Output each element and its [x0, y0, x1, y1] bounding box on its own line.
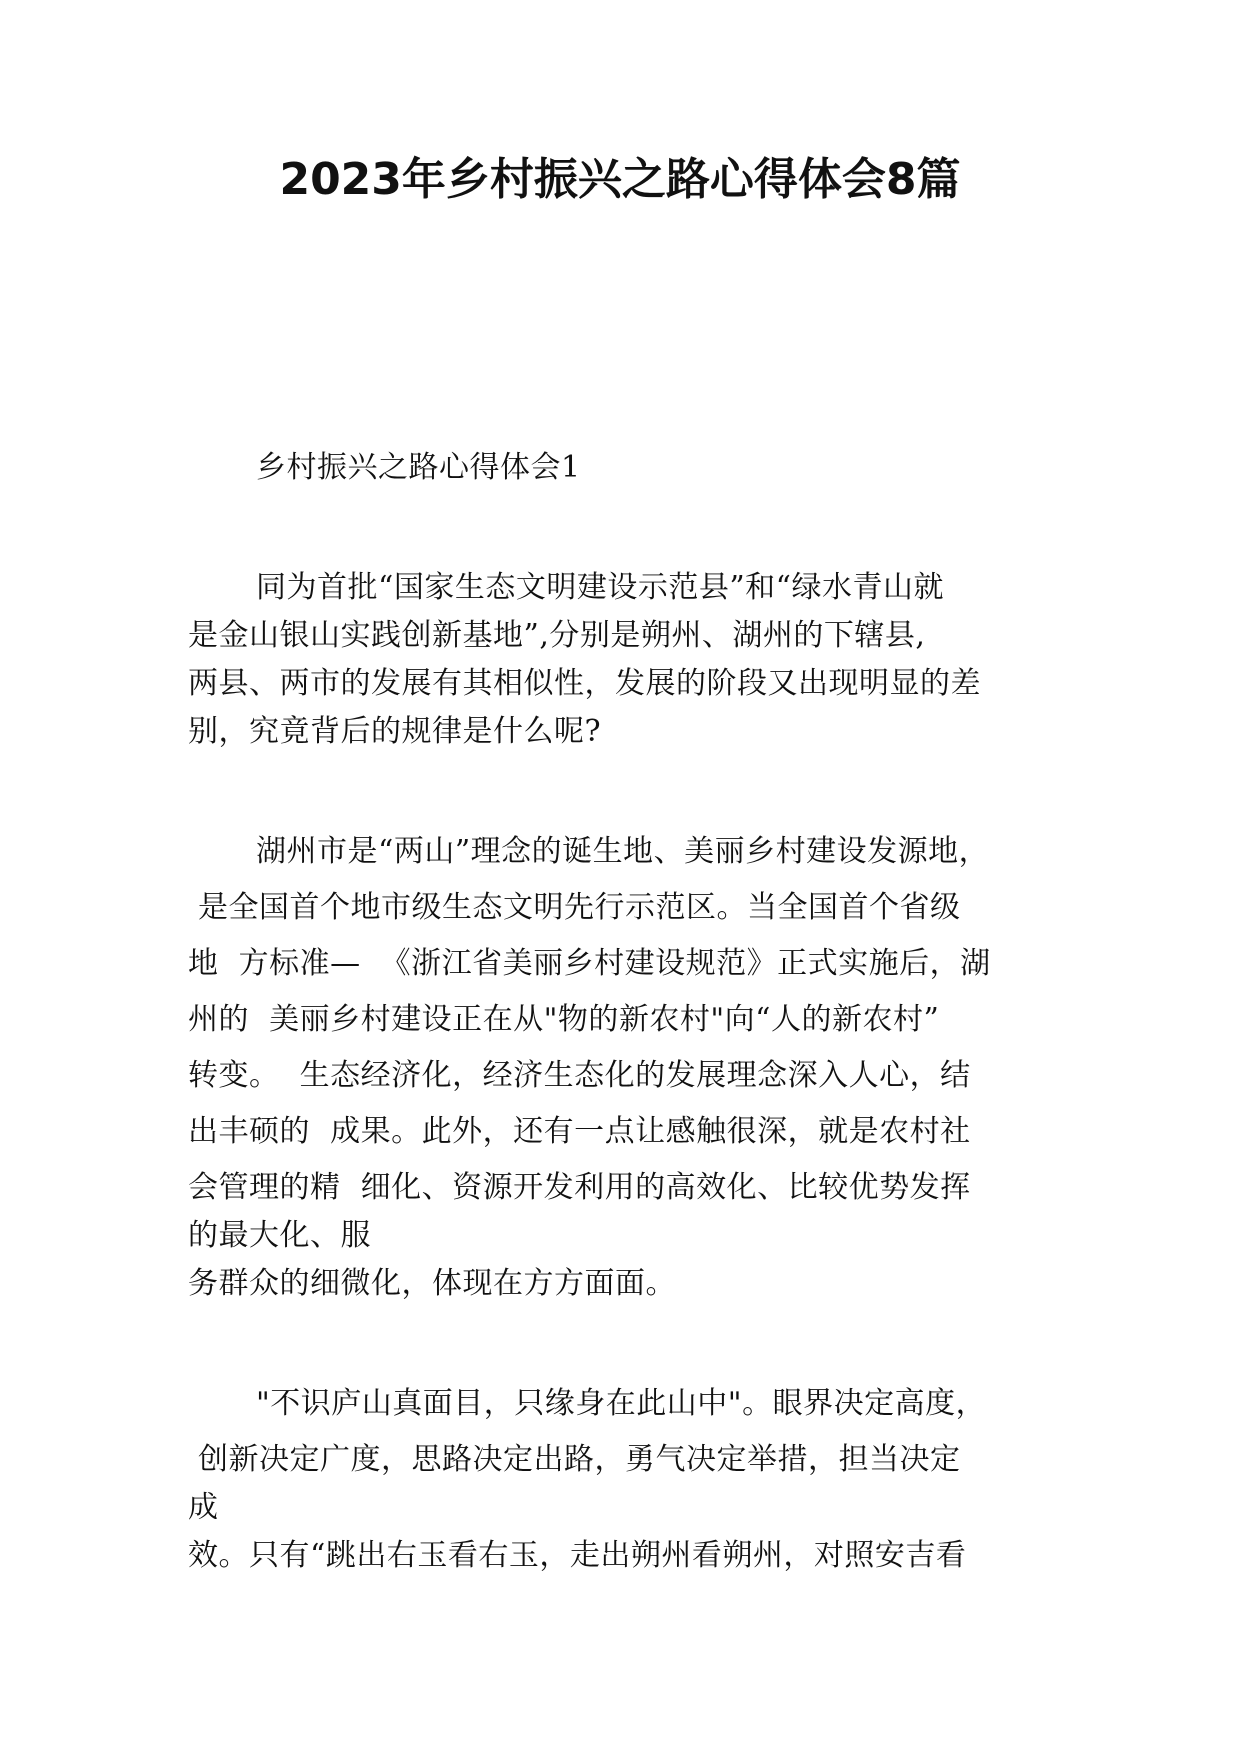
paragraph-line: 地 方标准— 《浙江省美丽乡村建设规范》正式实施后，湖 [188, 946, 991, 981]
document-title: 2023年乡村振兴之路心得体会8篇 [279, 154, 961, 205]
paragraph-line: 成 [188, 1490, 219, 1525]
paragraph-line: 两县、两市的发展有其相似性，发展的阶段又出现明显的差 [188, 666, 981, 701]
paragraph-line: 是金山银山实践创新基地”,分别是朔州、湖州的下辖县, [188, 618, 926, 653]
paragraph-line: 创新决定广度，思路决定出路，勇气决定举措，担当决定 [188, 1442, 961, 1477]
paragraph-line: 同为首批“国家生态文明建设示范县”和“绿水青山就 [256, 570, 945, 605]
paragraph-line: 别，究竟背后的规律是什么呢? [188, 714, 602, 749]
paragraph-line: 的最大化、服 [188, 1218, 371, 1253]
paragraph-line: 是全国首个地市级生态文明先行示范区。当全国首个省级 [188, 890, 961, 925]
paragraph-line: 效。只有“跳出右玉看右玉，走出朔州看朔州，对照安吉看 [188, 1538, 967, 1573]
paragraph-line: 转变。 生态经济化，经济生态化的发展理念深入人心，结 [188, 1058, 971, 1093]
paragraph-line: 会管理的精 细化、资源开发利用的高效化、比较优势发挥 [188, 1170, 971, 1205]
paragraph-line: 湖州市是“两山”理念的诞生地、美丽乡村建设发源地， [256, 834, 990, 869]
paragraph-line: 出丰硕的 成果。此外，还有一点让感触很深，就是农村社 [188, 1114, 971, 1149]
paragraph-line: 州的 美丽乡村建设正在从"物的新农村"向“人的新农村” [188, 1002, 940, 1037]
paragraph-line: "不识庐山真面目，只缘身在此山中"。眼界决定高度， [256, 1386, 987, 1421]
section-heading: 乡村振兴之路心得体会1 [256, 450, 581, 485]
paragraph-line: 务群众的细微化，体现在方方面面。 [188, 1266, 676, 1301]
